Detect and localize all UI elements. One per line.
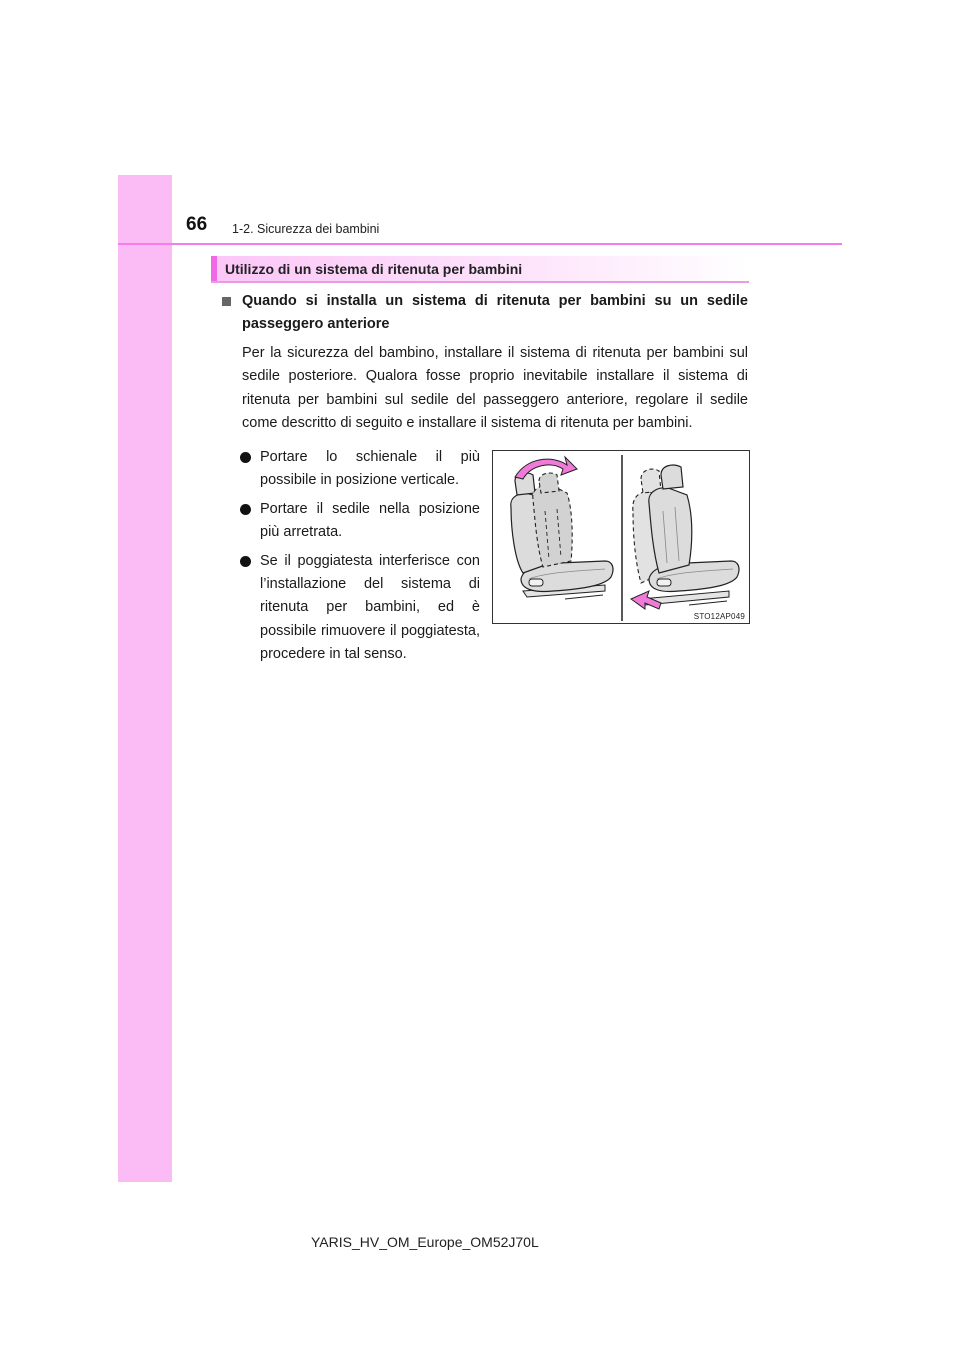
bullet-dot-icon: [240, 556, 251, 567]
list-item-text: Portare lo schienale il più possibile in posizione verticale.: [260, 449, 480, 489]
section-title-bar: [211, 256, 749, 283]
chapter-side-band: [118, 175, 172, 1182]
figure-code: STO12AP049: [693, 612, 745, 621]
bullet-dot-icon: [240, 504, 251, 515]
header-rule: [118, 243, 842, 245]
right-seat-icon: [631, 465, 739, 609]
left-seat-icon: [511, 457, 613, 599]
list-item: [240, 446, 480, 493]
seat-illustration: [493, 451, 749, 623]
page-number: 66: [186, 214, 208, 235]
body-paragraph: Per la sicurezza del bambino, installare il sistema di ritenuta per bambini sul sedile posteriore. Qualora fosse proprio inevitabile installare il sistema di ritenuta per bambini sul sedile del passeggero anteriore, regolare il sedile come descritto di seguito e installare il sistema di ritenuta per bambini.: [242, 345, 748, 432]
section-title: Utilizzo di un sistema di ritenuta per bambini: [225, 261, 523, 277]
list-item: [240, 550, 480, 667]
subheading: Quando si installa un sistema di ritenuta per bambini su un sedile passeggero anteriore: [242, 293, 748, 332]
list-item: [240, 498, 480, 545]
bullet-dot-icon: [240, 452, 251, 463]
square-bullet-icon: [222, 297, 231, 306]
list-item-text: Portare il sedile nella posizione più arretrata.: [260, 500, 480, 541]
section-label: 1-2. Sicurezza dei bambini: [232, 222, 380, 236]
list-item-text: Se il poggiatesta interferisce con l’installazione del sistema di ritenuta per bambini, ed è possibile rimuovere il poggiatesta, procedere in tal senso.: [260, 552, 480, 663]
bullet-list: [240, 446, 480, 672]
seat-adjustment-figure: [492, 450, 750, 624]
footer-doc-id: YARIS_HV_OM_Europe_OM52J70L: [311, 1234, 539, 1250]
title-accent: [211, 256, 217, 281]
